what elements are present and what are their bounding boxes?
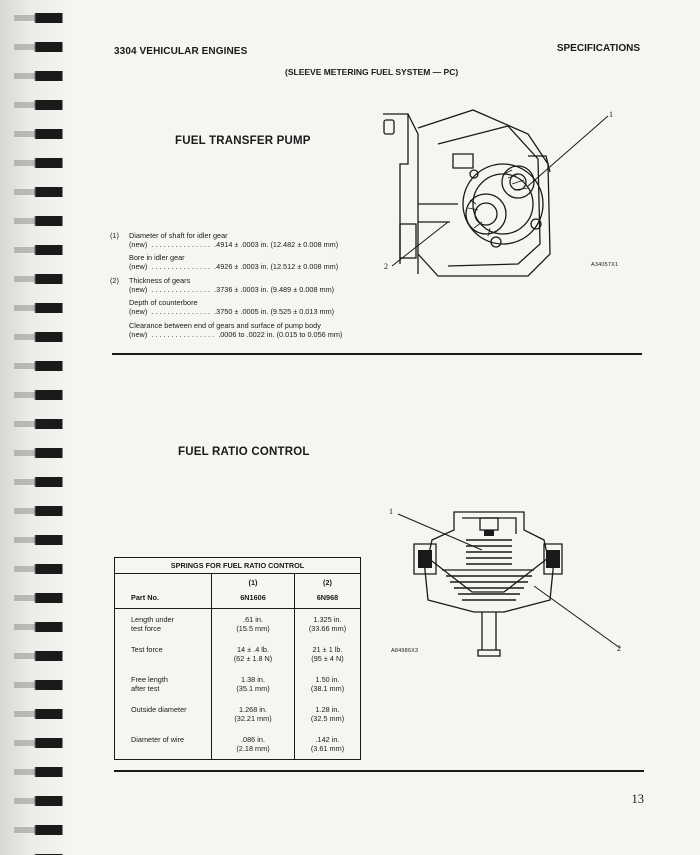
fuel-transfer-pump-illustration [378,104,640,284]
spec-number: (1) [110,231,119,240]
running-header-right: SPECIFICATIONS [556,43,640,54]
fuel-ratio-control-title: FUEL RATIO CONTROL [178,446,310,458]
fuel-transfer-pump-title: FUEL TRANSFER PUMP [175,135,311,147]
ratio-callout-2: 2 [617,644,621,653]
spec-text: Depth of counterbore (new) . . . . . . . . . . . . . . . .3750 ± .0005 in. (9.525 ± 0.013 mm) [129,298,335,317]
pump-spec-item [110,231,338,250]
springs-table-caption: SPRINGS FOR FUEL RATIO CONTROL [115,558,361,574]
table-row [115,639,361,669]
row-label: Test force [131,645,163,654]
ratio-callout-1: 1 [389,507,393,516]
part-no-label: Part No. [115,590,212,609]
part-no-2: 6N968 [295,590,361,609]
row-value-1: .086 in. (2.18 mm) [212,729,295,760]
spec-text: Diameter of shaft for idler gear (new) . . . . . . . . . . . . . . . .4914 ± .0003 in. (12.482 ± 0.008 mm) [129,231,339,250]
col-header-1: (1) [212,574,295,591]
part-no-1: 6N1606 [212,590,295,609]
pump-spec-item [110,253,338,272]
spec-text: Bore in idler gear (new) . . . . . . . . . . . . . . . .4926 ± .0003 in. (12.512 ± 0.008 mm) [129,253,339,272]
row-value-2: 1.325 in. (33.66 mm) [295,609,361,640]
pump-spec-item [110,321,342,340]
spec-text: Clearance between end of gears and surface of pump body (new) . . . . . . . . . . . . . . . . .0006 to .0022 in. (0.015 to 0.056 mm) [129,321,343,340]
page-number: 13 [631,792,644,806]
table-row [115,729,361,760]
row-value-1: .61 in. (15.5 mm) [212,609,295,640]
row-value-2: 1.50 in. (38.1 mm) [295,669,361,699]
bottom-rule [114,770,644,772]
spiral-binding-rings [0,0,70,855]
pump-figure-caption: A34057X1 [591,262,619,268]
row-value-1: 1.268 in. (32.21 mm) [212,699,295,729]
col-header-2: (2) [295,574,361,591]
running-header-left: 3304 VEHICULAR ENGINES [114,46,248,57]
row-label: Length under test force [131,615,175,633]
pump-callout-2: 2 [384,262,388,271]
table-row [115,669,361,699]
springs-table-body [115,609,361,760]
spec-number: (2) [110,276,119,285]
pump-spec-item [110,276,334,295]
pump-callout-1: 1 [609,110,613,119]
ratio-figure-caption: A84986X3 [391,648,419,654]
section-divider [112,353,642,355]
row-label: Outside diameter [131,705,187,714]
row-label: Diameter of wire [131,735,185,744]
section-subheading: (SLEEVE METERING FUEL SYSTEM — PC) [285,67,459,77]
row-value-2: 21 ± 1 lb. (95 ± 4 N) [295,639,361,669]
spec-text: Thickness of gears (new) . . . . . . . . . . . . . . . .3736 ± .0003 in. (9.489 ± 0.008 mm) [129,276,335,295]
fuel-ratio-control-illustration [384,500,624,660]
row-value-1: 14 ± .4 lb. (62 ± 1.8 N) [212,639,295,669]
row-value-1: 1.38 in. (35.1 mm) [212,669,295,699]
table-row [115,699,361,729]
row-value-2: .142 in. (3.61 mm) [295,729,361,760]
row-value-2: 1.28 in. (32.5 mm) [295,699,361,729]
pump-spec-item [110,298,334,317]
table-row [115,609,361,640]
springs-table [114,557,361,760]
row-label: Free length after test [131,675,168,693]
